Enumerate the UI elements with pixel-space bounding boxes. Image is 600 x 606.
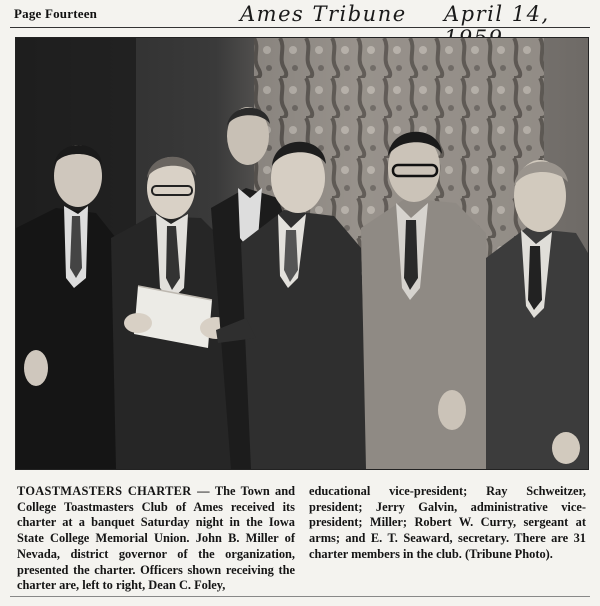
page-number-label: Page Fourteen — [14, 6, 98, 21]
caption-text-left: The Town and College Toastmasters Club of Ames received its charter at a banquet Saturday night in the Iowa State College Memorial Union. John B. Miller of Nevada, district governor of the organization, presented the charter. Officers shown receiving the charter are, left to right, Dean C. Foley, — [17, 484, 295, 593]
caption-lead: TOASTMASTERS CHARTER — — [17, 484, 210, 498]
group-photo — [15, 37, 589, 470]
caption-right-column — [309, 484, 586, 563]
bottom-rule — [10, 596, 590, 597]
caption-left-column — [17, 484, 295, 594]
handwritten-date: April 14, — [444, 2, 550, 26]
caption-text-right: educational vice-president; Ray Schweitzer, president; Jerry Galvin, administrative vice-president; Miller; Robert W. Curry, sergeant at arms; and E. T. Seaward, secretary. There are 31 charter members in the club. (Tribune Photo). — [309, 484, 586, 561]
page-header — [0, 0, 600, 30]
handwritten-paper-name: Ames Tribune — [240, 2, 407, 26]
header-rule — [10, 27, 590, 28]
